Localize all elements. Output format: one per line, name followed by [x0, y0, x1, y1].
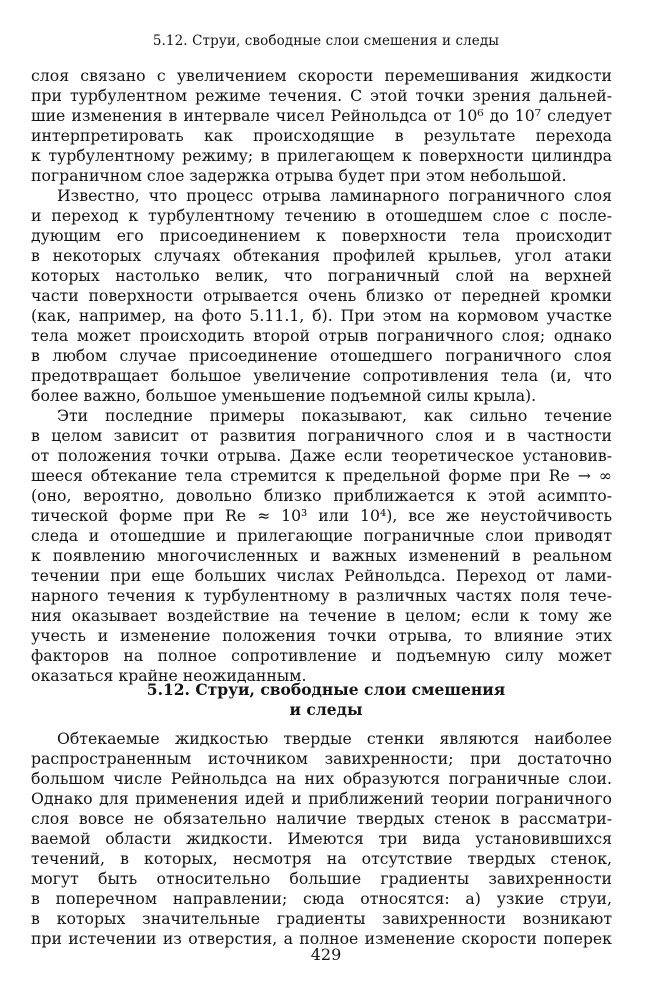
text-line: Обтекаемые жидкостью твердые стенки являются наиболее [57, 729, 612, 748]
text-line: слоя вовсе не обязательно наличие твердых стенок в рассматри- [31, 809, 612, 828]
section-heading-line-2: и следы [289, 700, 363, 719]
text-line: интерпретировать как происходящие в результате перехода [31, 126, 612, 145]
running-head: 5.12. Струи, свободные слои смешения и следы [152, 33, 500, 49]
text-line: оказаться крайне неожиданным. [31, 666, 307, 685]
text-line: распространенным источником завихренности; при достаточно [31, 749, 612, 768]
text-line: к турбулентному режиму; в прилегающем к поверхности цилиндра [31, 146, 612, 165]
text-line: ваемой области жидкости. Имеются три вида установившихся [31, 829, 612, 848]
section-heading-line-1: 5.12. Струи, свободные слои смешения [146, 680, 506, 699]
text-line: в некоторых случаях обтекания профилей крыльев, угол атаки [31, 246, 612, 265]
text-line: в которых значительные градиенты завихренности возникают [31, 909, 612, 928]
paragraph-3 [31, 406, 612, 686]
text-line: шие изменения в интервале чисел Рейнольдса от 10⁶ до 10⁷ следует [31, 106, 612, 125]
text-line: учесть и изменение положения точки отрыва, то влияние этих [31, 626, 612, 645]
text-line: к появлению многочисленных и важных изменений в реальном [31, 546, 612, 565]
text-line: шееся обтекание тела стремится к предельной форме при Re → ∞ [31, 466, 612, 485]
text-line: нарного течения к турбулентному в различных частях поля тече- [31, 586, 612, 605]
text-line: дующим его присоединением к поверхности тела происходит [31, 226, 612, 245]
page-number: 429 [310, 945, 342, 964]
text-line: в любом случае присоединение отошедшего пограничного слоя [31, 346, 612, 365]
text-line: предотвращает большое увеличение сопротивления тела (и, что [31, 366, 612, 385]
text-line: (как, например, на фото 5.11.1, б). При этом на кормовом участке [31, 306, 612, 325]
bottom-text-block [31, 729, 612, 949]
text-line: при истечении из отверстия, а полное изменение скорости поперек [31, 929, 612, 948]
text-line: более важно, большое уменьшение подъемной силы крыла). [31, 386, 537, 405]
text-line: в целом зависит от развития пограничного слоя и в частности [31, 426, 612, 445]
paragraph-4 [31, 729, 612, 949]
paragraph-2 [31, 186, 612, 406]
text-line: ния оказывает воздействие на течение в целом; если к тому же [31, 606, 612, 625]
text-line: большом числе Рейнольдса на них образуются пограничные слои. [31, 769, 612, 788]
text-line: пограничном слое задержка отрыва будет при этом небольшой. [31, 166, 567, 185]
text-line: при турбулентном режиме течения. С этой точки зрения дальней- [31, 86, 612, 105]
top-text-block [31, 66, 612, 686]
text-line: в поперечном направлении; сюда относятся: а) узкие струи, [31, 889, 612, 908]
text-line: течении при еще больших числах Рейнольдса. Переход от лами- [31, 566, 612, 585]
paragraph-1 [31, 66, 612, 186]
text-line: факторов на полное сопротивление и подъемную силу может [31, 646, 612, 665]
text-line: от положения точки отрыва. Даже если теоретическое установив- [31, 446, 612, 465]
text-line: могут быть относительно большие градиенты завихренности [31, 869, 612, 888]
text-line: тической форме при Re ≈ 10³ или 10⁴), все же неустойчивость [31, 506, 612, 525]
text-line: течений, в которых, несмотря на отсутствие твердых стенок, [31, 849, 612, 868]
text-line: Однако для применения идей и приближений теории пограничного [31, 789, 612, 808]
text-line: следа и отошедшие и прилегающие пограничные слои приводят [31, 526, 612, 545]
text-line: Известно, что процесс отрыва ламинарного пограничного слоя [57, 186, 612, 205]
text-line: слоя связано с увеличением скорости перемешивания жидкости [31, 66, 612, 85]
text-line: Эти последние примеры показывают, как сильно течение [57, 406, 612, 425]
text-line: и переход к турбулентному течению в отошедшем слое с после- [31, 206, 612, 225]
text-line: (оно, вероятно, довольно близко приближается к этой асимпто- [31, 486, 612, 505]
text-line: тела может происходить второй отрыв пограничного слоя; однако [31, 326, 612, 345]
text-line: части поверхности отрывается очень близко от передней кромки [31, 286, 612, 305]
text-line: которых настолько велик, что пограничный слой на верхней [31, 266, 612, 285]
